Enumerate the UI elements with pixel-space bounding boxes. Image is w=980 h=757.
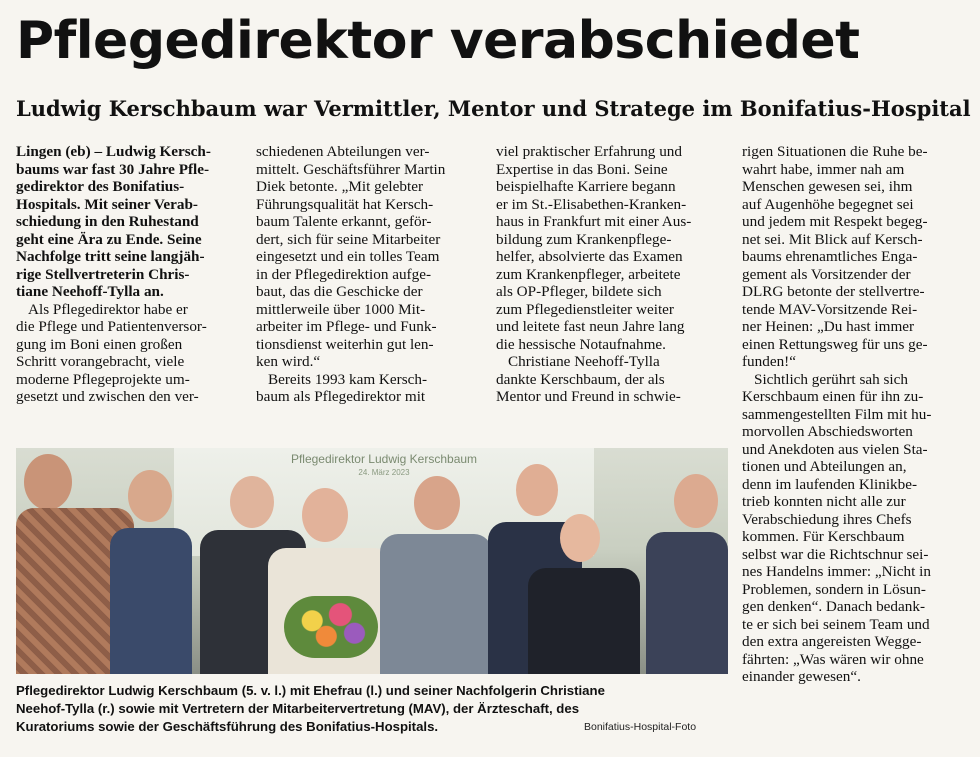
text-line: zum Pflegedienstleiter weiter bbox=[496, 300, 674, 318]
text-line: Verabschiedung ihres Chefs bbox=[742, 510, 912, 528]
text-line: fährten: „Was wären wir ohne bbox=[742, 650, 924, 668]
text-line: wahrt habe, immer nah am bbox=[742, 160, 905, 178]
group-photo bbox=[16, 448, 728, 674]
body-paragraph bbox=[496, 353, 728, 406]
text-line: rigen Situationen die Ruhe be- bbox=[742, 143, 928, 160]
text-line: tionsdienst weiterhin gut len- bbox=[256, 335, 434, 353]
body-paragraph bbox=[742, 143, 968, 371]
caption-line: Pflegedirektor Ludwig Kerschbaum (5. v. l.) mit Ehefrau (l.) und seiner Nachfolgerin Christiane bbox=[16, 683, 605, 698]
text-line: gung im Boni einen großen bbox=[16, 335, 183, 353]
text-line: Diek betonte. „Mit gelebter bbox=[256, 178, 424, 195]
text-line: Kerschbaum einen für ihn zu- bbox=[742, 388, 924, 405]
text-line: dert, sich für seine Mitarbeiter bbox=[256, 230, 441, 248]
text-line: geht eine Ära zu Ende. Seine bbox=[16, 230, 202, 248]
text-line: nes Handelns immer: „Nicht in bbox=[742, 563, 931, 580]
text-line: gement als Vorsitzender der bbox=[742, 265, 911, 283]
text-line: tionen und Abteilungen an, bbox=[742, 458, 907, 475]
text-line: er im St.-Elisabethen-Kranken- bbox=[496, 195, 687, 213]
caption-line: Neehof-Tylla (r.) sowie mit Vertretern der Mitarbeitervertretung (MAV), der Ärzteschaft, des bbox=[16, 701, 580, 716]
text-line: schiedung in den Ruhestand bbox=[16, 213, 199, 230]
body-paragraph bbox=[16, 301, 244, 406]
text-line: Hospitals. Mit seiner Verab- bbox=[16, 195, 198, 213]
text-line: Menschen gewesen sei, ihm bbox=[742, 178, 913, 195]
text-line: te er sich bei seinem Team und bbox=[742, 615, 930, 633]
text-line: zum Krankenpfleger, arbeitete bbox=[496, 265, 681, 283]
text-line: in der Pflegedirektion aufge- bbox=[256, 265, 432, 283]
flower-bouquet bbox=[284, 596, 378, 658]
text-line: Bereits 1993 kam Kersch- bbox=[268, 370, 428, 388]
text-line: viel praktischer Erfahrung und bbox=[496, 143, 682, 160]
text-line: tende MAV-Vorsitzende Rei- bbox=[742, 300, 918, 318]
body-paragraph bbox=[256, 371, 484, 406]
text-line: net sei. Mit Blick auf Kersch- bbox=[742, 230, 923, 248]
subheadline: Ludwig Kerschbaum war Vermittler, Mentor und Stratege im Bonifatius-Hospital bbox=[16, 96, 971, 121]
text-line: Als Pflegedirektor habe er bbox=[28, 300, 188, 318]
text-line: helfer, absolvierte das Examen bbox=[496, 248, 683, 265]
text-line: Christiane Neehoff-Tylla bbox=[508, 353, 660, 370]
text-line: haus in Frankfurt mit einer Aus- bbox=[496, 213, 692, 230]
text-line: Mentor und Freund in schwie- bbox=[496, 388, 681, 405]
text-line: sammengestellten Film mit hu- bbox=[742, 405, 932, 423]
text-line: baum Talente erkannt, geför- bbox=[256, 213, 432, 230]
screen-title: Pflegedirektor Ludwig Kerschbaum bbox=[290, 452, 478, 466]
text-line: baums war fast 30 Jahre Pfle- bbox=[16, 160, 210, 178]
text-line: ken wird.“ bbox=[256, 353, 321, 370]
text-line: moderne Pflegeprojekte um- bbox=[16, 370, 190, 388]
screen-date: 24. März 2023 bbox=[358, 468, 410, 477]
text-line: arbeiter im Pflege- und Funk- bbox=[256, 318, 437, 335]
article-column-1 bbox=[16, 143, 244, 406]
headline: Pflegedirektor verabschiedet bbox=[16, 11, 860, 71]
text-line: dankte Kerschbaum, der als bbox=[496, 370, 665, 388]
text-line: als OP-Pfleger, bildete sich bbox=[496, 283, 662, 300]
text-line: die hessische Notaufnahme. bbox=[496, 335, 666, 353]
text-line: baums ehrenamtliches Enga- bbox=[742, 248, 918, 265]
text-line: DLRG betonte der stellvertre- bbox=[742, 283, 925, 300]
text-line: tiane Neehoff-Tylla an. bbox=[16, 283, 164, 300]
article-column-4 bbox=[742, 143, 968, 686]
text-line: Lingen (eb) – Ludwig Kersch- bbox=[16, 143, 211, 160]
text-line: gesetzt und zwischen den ver- bbox=[16, 388, 199, 405]
text-line: gen denken“. Danach bedank- bbox=[742, 598, 926, 615]
text-line: und leitete fast neun Jahre lang bbox=[496, 318, 685, 335]
caption-line: Kuratoriums sowie der Geschäftsführung des Bonifatius-Hospitals. bbox=[16, 719, 439, 734]
text-line: beispielhafte Karriere begann bbox=[496, 178, 676, 195]
text-line: mittelt. Geschäftsführer Martin bbox=[256, 160, 446, 178]
text-line: Problemen, sondern in Lösun- bbox=[742, 580, 926, 598]
text-line: denn im laufenden Klinikbe- bbox=[742, 475, 918, 493]
text-line: rige Stellvertreterin Chris- bbox=[16, 265, 190, 283]
text-line: funden!“ bbox=[742, 353, 796, 370]
body-paragraph bbox=[742, 371, 968, 686]
text-line: ner Heinen: „Du hast immer bbox=[742, 318, 915, 335]
text-line: eingesetzt und ein tolles Team bbox=[256, 248, 440, 265]
text-line: morvollen Abschiedsworten bbox=[742, 423, 913, 440]
text-line: und jedem mit Respekt begeg- bbox=[742, 213, 928, 230]
text-line: den extra angereisten Wegge- bbox=[742, 633, 922, 650]
text-line: gedirektor des Bonifatius- bbox=[16, 178, 185, 195]
text-line: die Pflege und Patientenversor- bbox=[16, 318, 207, 335]
text-line: schiedenen Abteilungen ver- bbox=[256, 143, 430, 160]
text-line: Schritt vorangebracht, viele bbox=[16, 353, 185, 370]
article-column-3 bbox=[496, 143, 728, 406]
text-line: einander gewesen“. bbox=[742, 668, 861, 685]
text-line: einen Rettungsweg für uns ge- bbox=[742, 335, 928, 353]
text-line: trieb konnten nicht alle zur bbox=[742, 493, 906, 510]
text-line: Führungsqualität hat Kersch- bbox=[256, 195, 434, 213]
text-line: baum als Pflegedirektor mit bbox=[256, 388, 426, 405]
text-line: baut, das die Geschicke der bbox=[256, 283, 423, 300]
text-line: Nachfolge tritt seine langjäh- bbox=[16, 248, 205, 265]
text-line: selbst war die Richtschnur sei- bbox=[742, 545, 929, 563]
text-line: Expertise in das Boni. Seine bbox=[496, 160, 668, 178]
photo-credit: Bonifatius-Hospital-Foto bbox=[584, 721, 697, 733]
text-line: auf Augenhöhe begegnet sei bbox=[742, 195, 914, 213]
text-line: Sichtlich gerührt sah sich bbox=[754, 370, 908, 388]
body-paragraph bbox=[496, 143, 728, 353]
text-line: kommen. Für Kerschbaum bbox=[742, 528, 905, 545]
text-line: mittlerweile über 1000 Mit- bbox=[256, 300, 426, 318]
text-line: und Anekdoten aus vielen Sta- bbox=[742, 440, 928, 458]
article-column-2 bbox=[256, 143, 484, 406]
lead-paragraph bbox=[16, 143, 244, 301]
text-line: bildung zum Krankenpflege- bbox=[496, 230, 672, 248]
body-paragraph bbox=[256, 143, 484, 371]
